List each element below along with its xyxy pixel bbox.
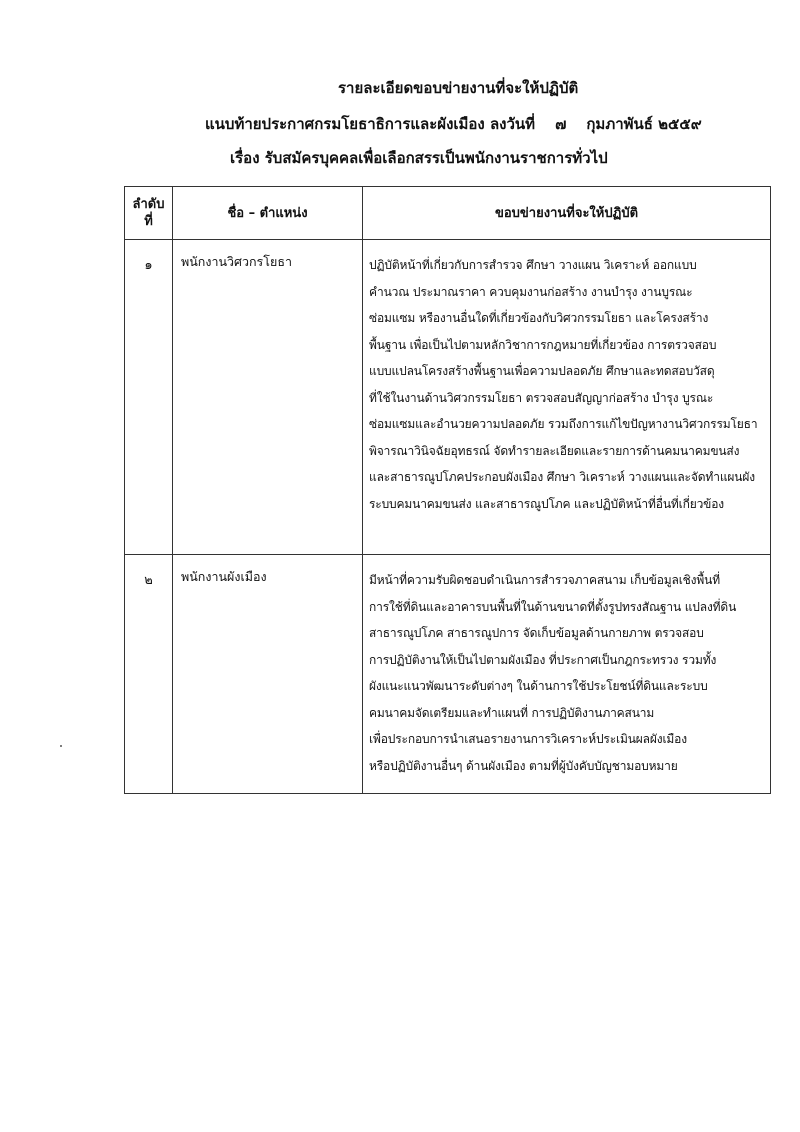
- row-number: ๒: [125, 555, 173, 794]
- scope-line: และสาธารณูปโภคประกอบผังเมือง ศึกษา วิเคราะห์ วางแผนและจัดทำแผนผัง: [369, 470, 755, 484]
- table-row: [125, 555, 771, 794]
- scope-line: ปฏิบัติหน้าที่เกี่ยวกับการสำรวจ ศึกษา วางแผน วิเคราะห์ ออกแบบ: [369, 258, 697, 272]
- job-scope-table: [124, 186, 771, 794]
- scope-line: ซ่อมแซม หรืองานอื่นใดที่เกี่ยวข้องกับวิศวกรรมโยธา และโครงสร้าง: [369, 311, 709, 325]
- scope-line: มีหน้าที่ความรับผิดชอบดำเนินการสำรวจภาคสนาม เก็บข้อมูลเชิงพื้นที่: [369, 573, 720, 587]
- document-title: รายละเอียดขอบข่ายงานที่จะให้ปฏิบัติ: [338, 79, 579, 97]
- header-position: ชื่อ – ตำแหน่ง: [173, 187, 363, 240]
- row-scope: [363, 240, 771, 555]
- announcement-day: ๗: [555, 115, 567, 133]
- row-number: ๑: [125, 240, 173, 555]
- header-scope: ขอบข่ายงานที่จะให้ปฏิบัติ: [363, 187, 771, 240]
- scope-line: การปฏิบัติงานให้เป็นไปตามผังเมือง ที่ประกาศเป็นกฎกระทรวง รวมทั้ง: [369, 652, 717, 667]
- scope-line: ที่ใช้ในงานด้านวิศวกรรมโยธา ตรวจสอบสัญญาก่อสร้าง บำรุง บูรณะ: [369, 390, 714, 405]
- announcement-reference: [205, 114, 702, 134]
- document-subject: เรื่อง รับสมัครบุคคลเพื่อเลือกสรรเป็นพนักงานราชการทั่วไป: [230, 149, 608, 167]
- scope-line: คมนาคมจัดเตรียมและทำแผนที่ การปฏิบัติงานภาคสนาม: [369, 705, 655, 720]
- scope-line: ซ่อมแซมและอำนวยความปลอดภัย รวมถึงการแก้ไขปัญหางานวิศวกรรมโยธา: [369, 417, 758, 431]
- announcement-reference-prefix: แนบท้ายประกาศกรมโยธาธิการและผังเมือง ลงวันที่: [205, 115, 536, 133]
- header-number-line1: ลำดับ: [132, 197, 165, 212]
- announcement-month-year: กุมภาพันธ์ ๒๕๕๙: [586, 115, 702, 133]
- scan-speck: [60, 745, 62, 747]
- row-position: พนักงานวิศวกรโยธา: [173, 240, 363, 555]
- scope-line: ผังแนะแนวพัฒนาระดับต่างๆ ในด้านการใช้ประโยชน์ที่ดินและระบบ: [369, 679, 708, 693]
- scope-line: เพื่อประกอบการนำเสนอรายงานการวิเคราะห์ประเมินผลผังเมือง: [369, 732, 687, 746]
- row-position: พนักงานผังเมือง: [173, 555, 363, 794]
- scope-line: ระบบคมนาคมขนส่ง และสาธารณูปโภค และปฏิบัติหน้าที่อื่นที่เกี่ยวข้อง: [369, 496, 725, 511]
- scope-line: การใช้ที่ดินและอาคารบนพื้นที่ในด้านขนาดที่ตั้งรูปทรงสัณฐาน แปลงที่ดิน: [369, 599, 737, 614]
- scope-line: แบบแปลนโครงสร้างพื้นฐานเพื่อความปลอดภัย ศึกษาและทดสอบวัสดุ: [369, 364, 715, 378]
- scope-line: คำนวณ ประมาณราคา ควบคุมงานก่อสร้าง งานบำรุง งานบูรณะ: [369, 284, 693, 299]
- row-scope: [363, 555, 771, 794]
- header-number-line2: ที่: [144, 214, 153, 229]
- scope-line: สาธารณูปโภค สาธารณูปการ จัดเก็บข้อมูลด้านกายภาพ ตรวจสอบ: [369, 626, 704, 640]
- scope-line: พื้นฐาน เพื่อเป็นไปตามหลักวิชาการกฎหมายที่เกี่ยวข้อง การตรวจสอบ: [369, 337, 717, 352]
- scope-line: หรือปฏิบัติงานอื่นๆ ด้านผังเมือง ตามที่ผู้บังคับบัญชามอบหมาย: [369, 758, 678, 773]
- scope-line: พิจารณาวินิจฉัยอุทธรณ์ จัดทำรายละเอียดและรายการด้านคมนาคมขนส่ง: [369, 443, 740, 458]
- table-header-row: [125, 187, 771, 240]
- header-number: [125, 187, 173, 240]
- table-row: [125, 240, 771, 555]
